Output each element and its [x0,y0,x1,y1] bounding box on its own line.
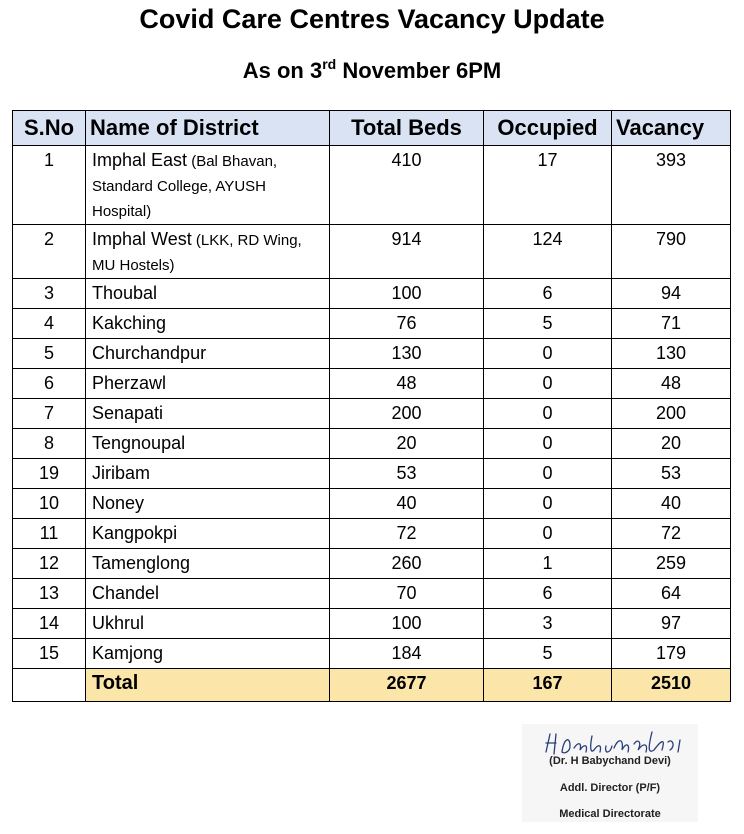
cell-occupied: 0 [484,459,612,489]
cell-total-beds: 76 [330,309,484,339]
cell-sno: 2 [13,225,86,279]
subtitle-suffix: November 6PM [336,58,502,83]
table-body [13,146,731,702]
cell-total-beds: 410 [330,146,484,225]
cell-total-beds: 200 [330,399,484,429]
total-label: Total [86,669,330,702]
cell-vacancy: 790 [612,225,731,279]
table-row [13,369,731,399]
header-district: Name of District [86,111,330,146]
district-name: Pherzawl [92,373,167,393]
table-header-row [13,111,731,146]
cell-district [86,519,330,549]
cell-occupied: 0 [484,339,612,369]
cell-occupied: 1 [484,549,612,579]
cell-vacancy: 71 [612,309,731,339]
header-vacancy: Vacancy [612,111,731,146]
table-row [13,609,731,639]
cell-vacancy: 179 [612,639,731,669]
header-sno: S.No [13,111,86,146]
cell-total-beds: 70 [330,579,484,609]
cell-occupied: 5 [484,639,612,669]
signatory-designation: Addl. Director (P/F) [559,782,661,794]
district-name: Imphal West [92,229,192,249]
cell-occupied: 0 [484,429,612,459]
table-row [13,519,731,549]
cell-total-beds: 53 [330,459,484,489]
table-row [13,339,731,369]
cell-sno: 6 [13,369,86,399]
signatory-name: (Dr. H Babychand Devi) [549,755,671,767]
district-name: Ukhrul [92,613,145,633]
cell-vacancy: 97 [612,609,731,639]
table-row [13,579,731,609]
page-subtitle [0,58,744,84]
cell-sno: 13 [13,579,86,609]
table-row [13,549,731,579]
table-row [13,309,731,339]
cell-total-beds: 130 [330,339,484,369]
cell-total-beds: 72 [330,519,484,549]
table-row [13,459,731,489]
cell-district [86,609,330,639]
cell-vacancy: 20 [612,429,731,459]
page-title: Covid Care Centres Vacancy Update [139,4,605,34]
total-row [13,669,731,702]
cell-vacancy: 40 [612,489,731,519]
district-name: Kakching [92,313,167,333]
cell-total-beds: 40 [330,489,484,519]
cell-occupied: 0 [484,489,612,519]
table-row [13,146,731,225]
cell-occupied: 17 [484,146,612,225]
cell-district [86,339,330,369]
cell-vacancy: 72 [612,519,731,549]
district-name: Kangpokpi [92,523,178,543]
cell-sno: 11 [13,519,86,549]
district-name: Jiribam [92,463,151,483]
cell-vacancy: 64 [612,579,731,609]
table-row [13,225,731,279]
cell-vacancy: 130 [612,339,731,369]
cell-total-beds: 184 [330,639,484,669]
cell-district [86,579,330,609]
cell-sno: 19 [13,459,86,489]
cell-vacancy: 94 [612,279,731,309]
district-name: Imphal East [92,150,188,170]
district-name: Tengnoupal [92,433,186,453]
cell-vacancy: 393 [612,146,731,225]
table-row [13,429,731,459]
cell-sno: 12 [13,549,86,579]
cell-total-beds: 260 [330,549,484,579]
cell-sno: 7 [13,399,86,429]
district-name: Churchandpur [92,343,207,363]
cell-district [86,399,330,429]
cell-sno: 5 [13,339,86,369]
district-name: Tamenglong [92,553,191,573]
cell-district [86,369,330,399]
cell-occupied: 6 [484,579,612,609]
cell-sno: 10 [13,489,86,519]
total-empty-cell [13,669,86,702]
cell-occupied: 124 [484,225,612,279]
cell-sno: 15 [13,639,86,669]
cell-sno: 1 [13,146,86,225]
cell-occupied: 0 [484,369,612,399]
cell-sno: 3 [13,279,86,309]
cell-occupied: 6 [484,279,612,309]
vacancy-table [12,110,731,702]
cell-sno: 8 [13,429,86,459]
district-name: Senapati [92,403,164,423]
subtitle-prefix: As on 3 [242,58,323,83]
cell-occupied: 0 [484,519,612,549]
table-row [13,489,731,519]
cell-vacancy: 200 [612,399,731,429]
signatory-department: Medical Directorate [559,808,661,820]
cell-district [86,639,330,669]
cell-occupied: 0 [484,399,612,429]
total-vacancy-sum: 2510 [612,669,731,702]
cell-district [86,429,330,459]
cell-district [86,279,330,309]
cell-vacancy: 53 [612,459,731,489]
subtitle-superscript: rd [322,56,337,72]
cell-district [86,146,330,225]
district-detail: (Bal Bhavan, Standard College, AYUSH Hospital) [92,153,278,220]
district-name: Thoubal [92,283,158,303]
header-total-beds: Total Beds [330,111,484,146]
cell-district [86,225,330,279]
cell-occupied: 3 [484,609,612,639]
table-row [13,399,731,429]
table-row [13,639,731,669]
cell-total-beds: 20 [330,429,484,459]
cell-vacancy: 259 [612,549,731,579]
header-occupied: Occupied [484,111,612,146]
district-name: Noney [92,493,145,513]
cell-total-beds: 914 [330,225,484,279]
cell-district [86,489,330,519]
total-occupied-sum: 167 [484,669,612,702]
cell-sno: 14 [13,609,86,639]
cell-district [86,459,330,489]
cell-vacancy: 48 [612,369,731,399]
cell-total-beds: 100 [330,279,484,309]
total-beds-sum: 2677 [330,669,484,702]
cell-district [86,549,330,579]
cell-occupied: 5 [484,309,612,339]
cell-total-beds: 100 [330,609,484,639]
cell-total-beds: 48 [330,369,484,399]
district-detail: (LKK, RD Wing, MU Hostels) [92,232,302,274]
cell-sno: 4 [13,309,86,339]
district-name: Kamjong [92,643,164,663]
district-name: Chandel [92,583,160,603]
cell-district [86,309,330,339]
table-row [13,279,731,309]
